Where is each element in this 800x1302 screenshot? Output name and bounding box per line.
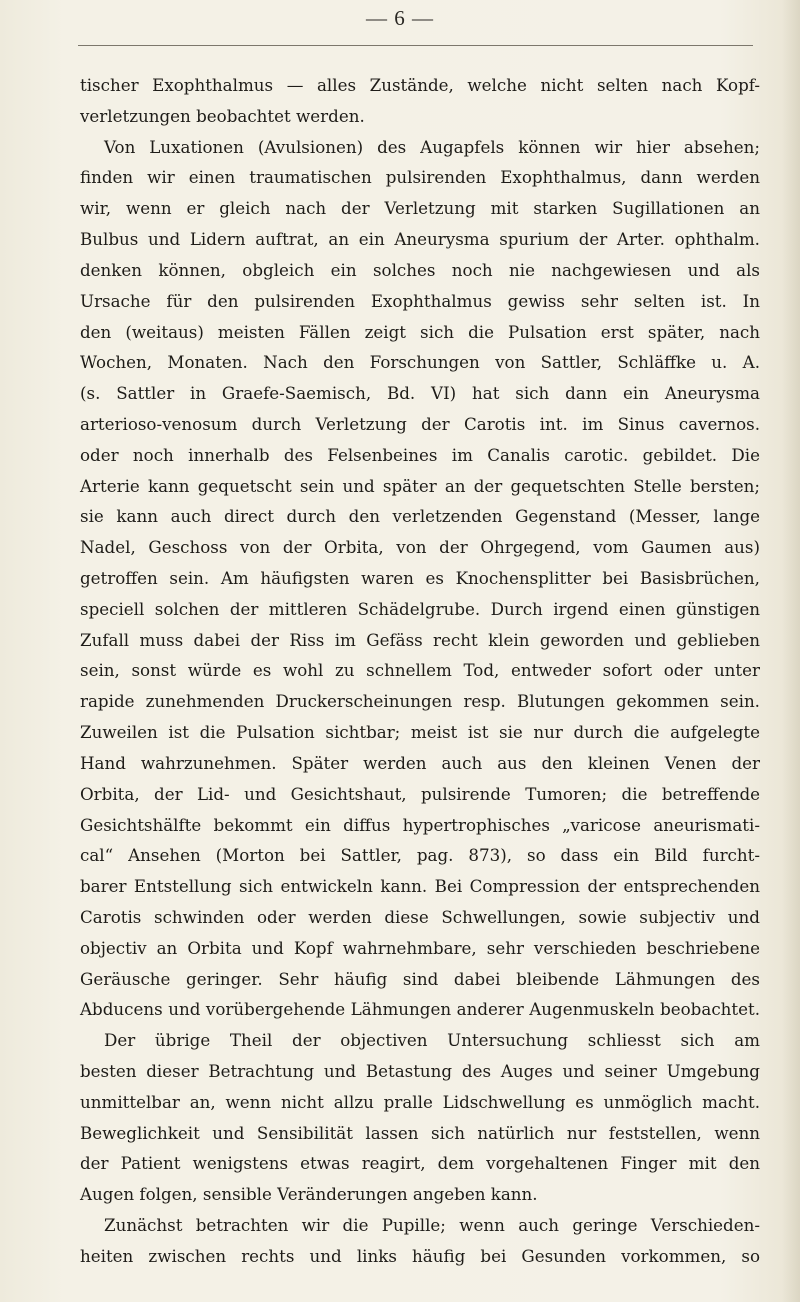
text-line: finden wir einen traumatischen pulsirenden Exophthalmus, dann werden [80, 167, 760, 188]
page-number [0, 6, 800, 31]
text-line: Beweglichkeit und Sensibilität lassen sich natürlich nur feststellen, wenn [80, 1122, 760, 1143]
text-line: getroffen sein. Am häufigsten waren es Knochensplitter bei Basisbrüchen, [80, 568, 760, 588]
text-line: besten dieser Betrachtung und Betastung des Auges und seiner Umgebung [80, 1061, 760, 1081]
text-line: speciell solchen der mittleren Schädelgrube. Durch irgend einen günstigen [80, 598, 760, 619]
text-line: Wochen, Monaten. Nach den Forschungen von Sattler, Schläffke u. A. [80, 352, 760, 373]
text-line: Der übrige Theil der objectiven Untersuchung schliesst sich am [104, 1030, 760, 1051]
text-line: tischer Exophthalmus — alles Zustände, welche nicht selten nach Kopf- [80, 75, 760, 95]
text-line: arterioso-venosum durch Verletzung der Carotis int. im Sinus cavernos. [80, 413, 760, 434]
text-line: Carotis schwinden oder werden diese Schwellungen, sowie subjectiv und [80, 906, 760, 927]
text-line: barer Entstellung sich entwickeln kann. Bei Compression der entsprechenden [80, 876, 760, 897]
text-line: oder noch innerhalb des Felsenbeines im Canalis carotic. gebildet. Die [80, 444, 760, 465]
text-line: der Patient wenigstens etwas reagirt, dem vorgehaltenen Finger mit den [80, 1153, 760, 1174]
text-line: Arterie kann gequetscht sein und später an der gequetschten Stelle bersten; [80, 475, 760, 496]
text-line: Ursache für den pulsirenden Exophthalmus gewiss sehr selten ist. In [80, 290, 760, 311]
text-line: Nadel, Geschoss von der Orbita, von der Ohrgegend, vom Gaumen aus) [80, 537, 760, 558]
text-line: den (weitaus) meisten Fällen zeigt sich die Pulsation erst später, nach [80, 321, 760, 342]
text-line: (s. Sattler in Graefe-Saemisch, Bd. VI) hat sich dann ein Aneurysma [80, 383, 760, 404]
page-number-text: — 6 — [366, 6, 434, 30]
page-edge-shadow [782, 0, 800, 1302]
text-line: wir, wenn er gleich nach der Verletzung mit starken Sugillationen an [80, 198, 760, 219]
text-line: unmittelbar an, wenn nicht allzu pralle Lidschwellung es unmöglich macht. [80, 1091, 760, 1112]
text-line: Zufall muss dabei der Riss im Gefäss recht klein geworden und geblieben [80, 629, 760, 650]
text-line: Geräusche geringer. Sehr häufig sind dabei bleibende Lähmungen des [80, 968, 760, 989]
text-line: Von Luxationen (Avulsionen) des Augapfels können wir hier absehen; [104, 136, 760, 157]
text-line: Zuweilen ist die Pulsation sichtbar; meist ist sie nur durch die aufgelegte [80, 722, 760, 743]
text-line: cal“ Ansehen (Morton bei Sattler, pag. 873), so dass ein Bild furcht- [80, 845, 760, 866]
text-line: Augen folgen, sensible Veränderungen angeben kann. [80, 1184, 538, 1205]
text-line: verletzungen beobachtet werden. [80, 105, 365, 126]
text-line: objectiv an Orbita und Kopf wahrnehmbare, sehr verschieden beschriebene [80, 937, 760, 958]
text-line: Bulbus und Lidern auftrat, an ein Aneurysma spurium der Arter. ophthalm. [80, 229, 760, 250]
body-text [80, 70, 760, 1272]
text-line: rapide zunehmenden Druckerscheinungen resp. Blutungen gekommen sein. [80, 691, 760, 712]
text-line: heiten zwischen rechts und links häufig bei Gesunden vorkommen, so [80, 1245, 760, 1266]
text-line: denken können, obgleich ein solches noch nie nachgewiesen und als [80, 259, 760, 280]
text-line: sein, sonst würde es wohl zu schnellem Tod, entweder sofort oder unter [80, 660, 760, 681]
text-line: sie kann auch direct durch den verletzenden Gegenstand (Messer, lange [80, 506, 760, 527]
text-line: Gesichtshälfte bekommt ein diffus hypertrophisches „varicose aneurismati- [80, 814, 760, 835]
text-line: Abducens und vorübergehende Lähmungen anderer Augenmuskeln beobachtet. [80, 999, 760, 1020]
text-line: Hand wahrzunehmen. Später werden auch aus den kleinen Venen der [80, 752, 760, 773]
text-line: Zunächst betrachten wir die Pupille; wenn auch geringe Verschieden- [104, 1215, 760, 1236]
header-rule [78, 45, 753, 46]
text-line: Orbita, der Lid- und Gesichtshaut, pulsirende Tumoren; die betreffende [80, 783, 760, 804]
